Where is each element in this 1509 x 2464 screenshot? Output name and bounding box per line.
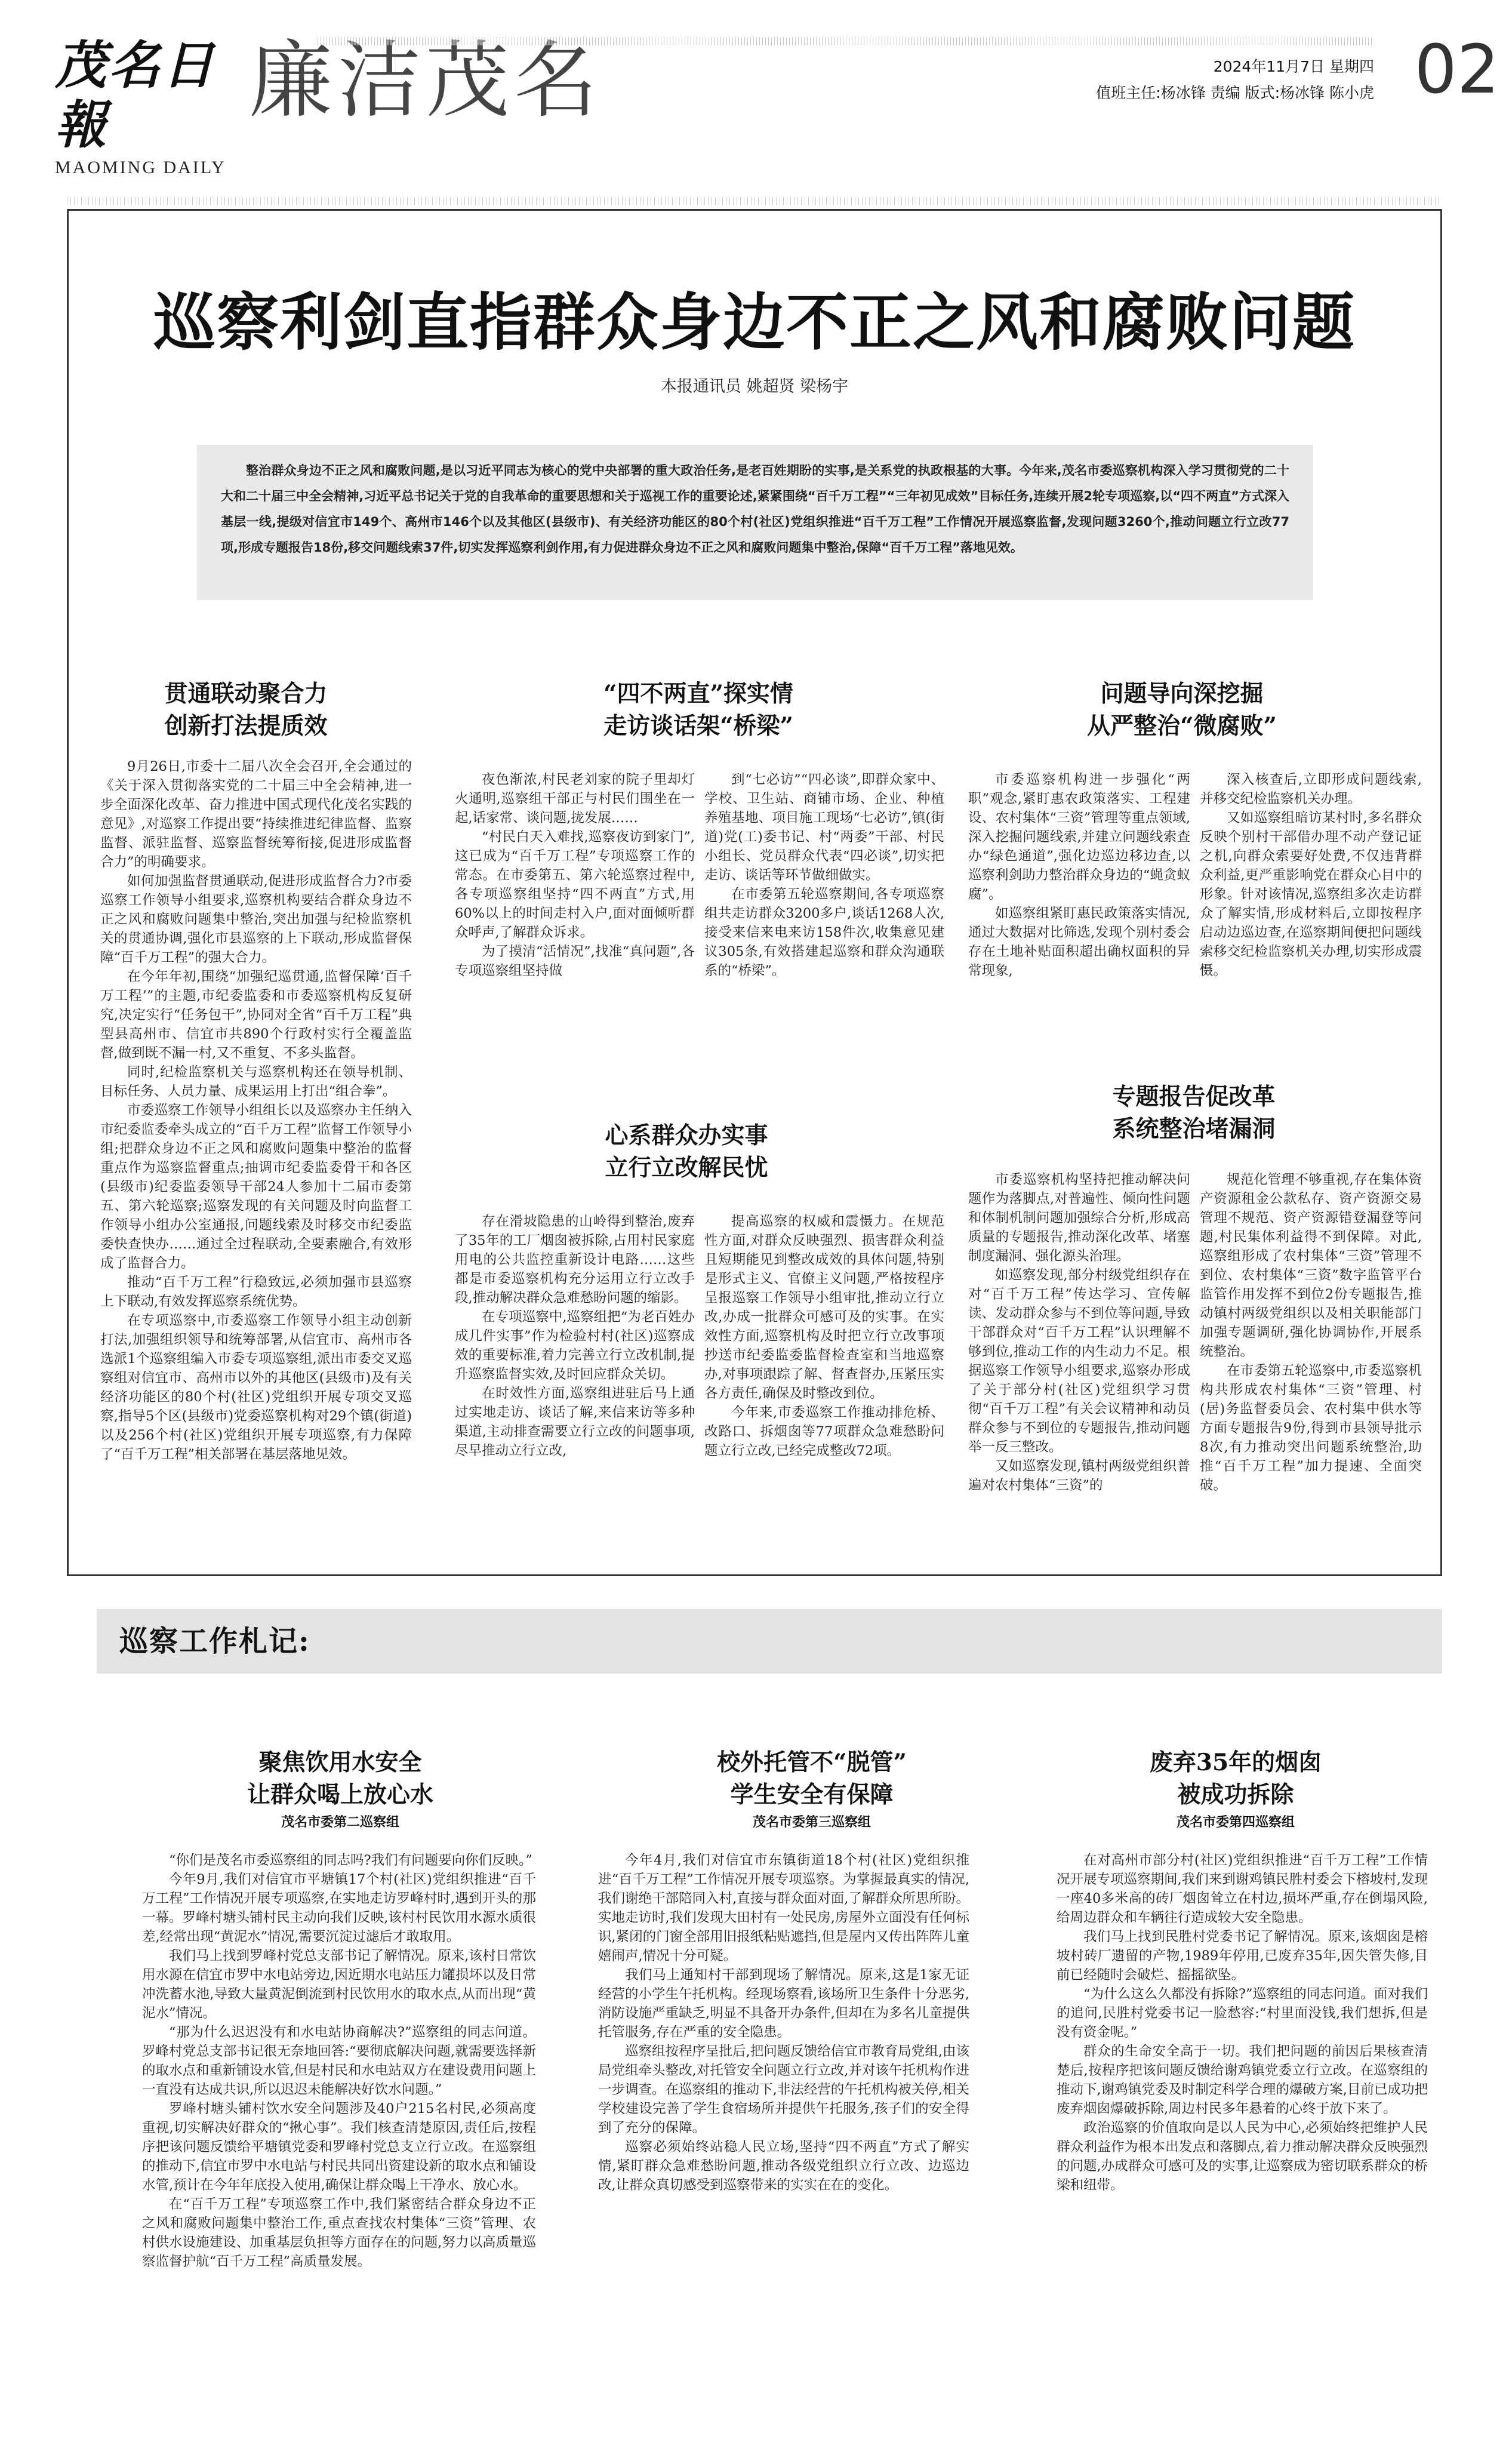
- logo-english: MAOMING DAILY: [55, 158, 226, 177]
- article-column: [968, 770, 1190, 1057]
- heading-line: 走访谈话架“桥梁”: [603, 712, 793, 740]
- note-heading: [173, 1746, 507, 1832]
- issue-meta: [1096, 54, 1374, 106]
- paragraph: 夜色渐浓,村民老刘家的院子里却灯火通明,巡察组干部正与村民们围坐在一起,话家常、谈问题,拢发展……: [455, 772, 695, 826]
- paragraph: 政治巡察的价值取向是以人民为中心,必须始终把维护人民群众利益作为根本出发点和落脚点,着力推动解决群众反映强烈的问题,办成群众可感可及的实事,让巡察成为密切联系群众的桥梁和纽带。: [1057, 2120, 1428, 2193]
- heading-line: 从严整治“微腐败”: [1087, 712, 1277, 740]
- notes-band-title: 巡察工作札记:: [119, 1625, 310, 1658]
- heading-line: 贯通联动聚合力: [164, 680, 328, 707]
- article-column: [455, 770, 695, 1075]
- article-column: [968, 1170, 1190, 1567]
- masthead-rule: [318, 37, 1374, 45]
- paragraph: 市委巡察机构坚持把推动解决问题作为落脚点,对普遍性、倾向性问题和体制机制问题加强综合分析,形成高质量的专题报告,推动深化改革、堵塞制度漏洞、强化源头治理。: [968, 1172, 1190, 1264]
- paragraph: 在对高州市部分村(社区)党组织推进“百千万工程”工作情况开展专项巡察期间,我们来到谢鸡镇民胜村委会下榕坡村,发现一座40多米高的砖厂烟囱耸立在村边,损坏严重,存在倒塌风险,给周边群众和车辆往行造成较大安全隐患。: [1057, 1853, 1428, 1925]
- section-heading: [127, 678, 365, 742]
- note-body: [1057, 1851, 1428, 2448]
- paragraph: “那为什么迟迟没有和水电站协商解决?”巡察组的同志问道。罗峰村党总支部书记很无奈地回答:“要彻底解决问题,就需要选择新的取水点和重新铺设水管,但是村民和水电站双方在建设费用问题上一直没有达成共识,所以迟迟未能解决好饮水问题。”: [142, 2025, 536, 2097]
- article-headline: 巡察利剑直指群众身边不正之风和腐败问题: [153, 285, 1356, 359]
- paragraph: 为了摸清“活情况”,找准“真问题”,各专项巡察组坚持做: [455, 944, 695, 979]
- page-number: 02: [1414, 31, 1499, 109]
- paragraph: 市委巡察工作领导小组组长以及巡察办主任纳入市纪委监委牵头成立的“百千万工程”监督工作领导小组;把群众身边不正之风和腐败问题集中整治的监督重点作为巡察监督重点;抽调市纪委监委骨干和各区(县级市)纪委监委领导干部24人参加十二届市委第五、第六轮巡察;巡察发现的有关问题及时向监督工作领导小组办公室通报,问题线索及时移交市纪委监委快查快办……通过全过程联动,全要素融合,有效形成了监督合力。: [100, 1103, 412, 1271]
- paragraph: 在专项巡察中,巡察组把“为老百姓办成几件实事”作为检验村村(社区)巡察成效的重要标准,着力完善立行立改机制,提升巡察监督实效,及时回应群众关切。: [455, 1309, 695, 1382]
- paragraph: 今年4月,我们对信宜市东镇街道18个村(社区)党组织推进“百千万工程”工作情况开展专项巡察。为掌握最真实的情况,我们谢绝干部陪同入村,直接与群众面对面,了解群众所思所盼。实地走访时,我们发现大田村有一处民房,房屋外立面没有任何标识,紧闭的门窗全部用旧报纸粘贴遮挡,但是屋内又传出阵阵儿童嬉闹声,情况十分可疑。: [598, 1853, 969, 1964]
- heading-line: 问题导向深挖掘: [1100, 680, 1264, 707]
- article-column: [100, 757, 412, 1563]
- paragraph: 在专项巡察中,市委巡察工作领导小组主动创新打法,加强组织领导和统筹部署,从信宜市、高州市各选派1个巡察组编入市委专项巡察组,派出市委交叉巡察组对信宜市、高州市以外的其他区(县级市)及有关经济功能区的80个村(社区)党组织开展专项交叉巡察,指导5个区(县级市)党委巡察机构对29个镇(街道)以及256个村(社区)党组织开展专项巡察,有力保障了“百千万工程”相关部署在基层落地见效。: [100, 1313, 412, 1462]
- paragraph: 提高巡察的权威和震慑力。在规范性方面,对群众反映强烈、损害群众利益且短期能见到整改成效的具体问题,特别是形式主义、官僚主义问题,严格按程序呈报巡察工作领导小组审批,推动立行立改,办成一批群众可感可及的实事。在实效性方面,巡察机构及时把立行立改事项抄送市纪委监委监督检查室和当地巡察办,对事项跟踪了解、督查督办,压紧压实各方责任,确保及时整改到位。: [704, 1214, 944, 1401]
- heading-line: 创新打法提质效: [164, 712, 328, 740]
- paragraph: 巡察必须始终站稳人民立场,坚持“四不两直”方式了解实情,紧盯群众急难愁盼问题,推动各级党组织立行立改、边巡边改,让群众真切感受到巡察带来的实实在在的变化。: [598, 2139, 969, 2193]
- paragraph: 今年9月,我们对信宜市平塘镇17个村(社区)党组织推进“百千万工程”工作情况开展专项巡察,在实地走访罗峰村时,遇到开头的那一幕。罗峰村塘头铺村民主动向我们反映,该村村民饮用水源水质很差,经常出现“黄泥水”情况,需要沉淀过滤后才敢取用。: [142, 1872, 536, 1945]
- note-body: [598, 1851, 969, 2448]
- article-column: [1200, 1170, 1422, 1567]
- logo-chinese: 茂名日報: [55, 36, 216, 155]
- paragraph: 市委巡察机构进一步强化“两职”观念,紧盯惠农政策落实、工程建设、农村集体“三资”管理等重点领域,深入挖掘问题线索,并建立问题线索查办“绿色通道”,强化边巡边移边查,以巡察利剑助力整治群众身边的“蝇贪蚁腐”。: [968, 772, 1190, 902]
- newspaper-logo: [55, 36, 234, 177]
- paragraph: “村民白天入难找,巡察夜访到家门”,这已成为“百千万工程”专项巡察工作的常态。在市委第五、第六轮巡察过程中,各专项巡察组坚持“四不两直”方式,用60%以上的时间走村入户,面对面倾听群众呼声,了解群众诉求。: [455, 829, 695, 940]
- section-heading: [537, 678, 860, 742]
- paragraph: 又如巡察发现,镇村两级党组织普遍对农村集体“三资”的: [968, 1459, 1190, 1493]
- issue-date: 2024年11月7日 星期四: [1213, 58, 1374, 75]
- editors-line: 值班主任:杨冰锋 责编 版式:杨冰锋 陈小虎: [1096, 84, 1374, 101]
- heading-line: 专题报告促改革: [1112, 1083, 1276, 1111]
- paragraph: 存在滑坡隐患的山岭得到整治,废弃了35年的工厂烟囱被拆除,占用村民家庭用电的公共监控重新设计电路……这些都是市委巡察机构充分运用立行立改手段,推动解决群众急难愁盼问题的缩影。: [455, 1214, 695, 1306]
- note-author: 茂名市委第四巡察组: [1176, 1815, 1295, 1830]
- heading-line: 校外托管不“脱管”: [717, 1749, 907, 1776]
- note-author: 茂名市委第三巡察组: [752, 1815, 871, 1830]
- heading-line: 聚焦饮用水安全: [258, 1749, 422, 1776]
- heading-line: 系统整治堵漏洞: [1112, 1115, 1276, 1143]
- heading-line: 被成功拆除: [1177, 1781, 1294, 1808]
- paragraph: 巡察组按程序呈批后,把问题反馈给信宜市教育局党组,由该局党组牵头整改,对托管安全问题立行立改,并对该午托机构作进一步调查。在巡察组的推动下,非法经营的午托机构被关停,相关学校建设完善了学生食宿场所并提供午托服务,孩子们的安全得到了充分的保障。: [598, 2044, 969, 2136]
- paragraph: 深入核查后,立即形成问题线索,并移交纪检监察机关办理。: [1200, 772, 1422, 807]
- note-author: 茂名市委第二巡察组: [281, 1815, 399, 1830]
- paragraph: 到“七必访”“四必谈”,即群众家中、学校、卫生站、商铺市场、企业、种植养殖基地、项目施工现场“七必访”,镇(街道)党(工)委书记、村“两委”干部、村民小组长、党员群众代表“四必谈”,切实把走访、谈话等环节做细做实。: [704, 772, 944, 883]
- paragraph: 又如巡察组暗访某村时,多名群众反映个别村干部借办理不动产登记证之机,向群众索要好处费,不仅违背群众利益,更严重影响党在群众心目中的形象。针对该情况,巡察组多次走访群众了解实情,形成材料后,立即按程序启动边巡边查,在巡察期间便把问题线索移交纪检监察机关办理,切实形成震慑。: [1200, 810, 1422, 979]
- paragraph: 我们马上找到罗峰村党总支部书记了解情况。原来,该村日常饮用水源在信宜市罗中水电站旁边,因近期水电站压力罐损坏以及日常冲洗蓄水池,导致大量黄泥倒流到村民饮用水的取水点,从而出现“黄泥水”情况。: [142, 1948, 536, 2021]
- paragraph: 在市委第五轮巡察期间,各专项巡察组共走访群众3200多户,谈话1268人次,接受来信来电来访158件次,收集意见建议305条,有效搭建起巡察和群众沟通联系的“桥梁”。: [704, 887, 944, 979]
- section-title: 廉洁茂名: [249, 32, 603, 130]
- paragraph: “你们是茂名市委巡察组的同志吗?我们有问题要向你们反映。”: [169, 1853, 532, 1868]
- note-heading: [645, 1746, 979, 1832]
- paragraph: 在今年年初,围绕“加强纪巡贯通,监督保障‘百千万工程’”的主题,市纪委监委和市委巡察机构反复研究,决定实行“任务包干”,协同对全省“百千万工程”典型县高州市、信宜市共890个行政村实行全覆盖监督,做到既不漏一村,又不重复、不多头监督。: [100, 969, 412, 1061]
- frame-top-rule: [67, 197, 1442, 205]
- section-heading: [1074, 1081, 1313, 1145]
- paragraph: 如巡察组紧盯惠民政策落实情况,通过大数据对比筛选,发现个别村委会存在土地补贴面积超出确权面积的异常现象,: [968, 906, 1190, 979]
- paragraph: 规范化管理不够重视,存在集体资产资源租金公款私存、资产资源交易管理不规范、资产资源错登漏登等问题,村民集体利益得不到保障。对此,巡察组形成了农村集体“三资”管理不到位、农村集体“三资”数字监管平台监管作用发挥不到位2份专题报告,推动镇村两级党组织以及相关职能部门加强专题调研,强化协调协作,开展系统整治。: [1200, 1172, 1422, 1359]
- paragraph: 在“百千万工程”专项巡察工作中,我们紧密结合群众身边不正之风和腐败问题集中整治工作,重点查找农村集体“三资”管理、农村供水设施建设、加重基层负担等方面存在的问题,努力以高质量巡察监督护航“百千万工程”高质量发展。: [142, 2197, 536, 2269]
- masthead: [55, 31, 1499, 177]
- article-column: [1200, 770, 1422, 1057]
- note-heading: [1086, 1746, 1385, 1832]
- article-column: [455, 1212, 695, 1570]
- heading-line: 学生安全有保障: [730, 1781, 894, 1808]
- heading-line: 让群众喝上放心水: [247, 1781, 433, 1808]
- article-lead: 整治群众身边不正之风和腐败问题,是以习近平同志为核心的党中央部署的重大政治任务,是老百姓期盼的实事,是关系党的执政根基的大事。今年来,茂名市委巡察机构深入学习贯彻党的二十大和二十届三中全会精神,习近平总书记关于党的自我革命的重要思想和关于巡视工作的重要论述,紧紧围绕“百千万工程”“三年初见成效”目标任务,连续开展2轮专项巡察,以“四不两直”方式深入基层一线,提级对信宜市149个、高州市146个以及其他区(县级市)、有关经济功能区的80个村(社区)党组织推进“百千万工程”工作情况开展巡察监督,发现问题3260个,推动问题立行立改77项,形成专题报告18份,移交问题线索37件,切实发挥巡察利剑作用,有力促进群众身边不正之风和腐败问题集中整治,保障“百千万工程”落地见效。: [197, 445, 1313, 600]
- paragraph: 推动“百千万工程”行稳致远,必须加强市县巡察上下联动,有效发挥巡察系统优势。: [100, 1275, 412, 1309]
- heading-line: 心系群众办实事: [605, 1122, 768, 1149]
- section-heading: [555, 1119, 818, 1184]
- paragraph: 今年来,市委巡察工作推动排危桥、改路口、拆烟囱等77项群众急难愁盼问题立行立改,已经完成整改72项。: [704, 1405, 944, 1459]
- paragraph: 我们马上找到民胜村党委书记了解情况。原来,该烟囱是榕坡村砖厂遗留的产物,1989年停用,已废弃35年,因失管失修,目前已经随时会破烂、摇摇欲坠。: [1057, 1929, 1428, 1983]
- heading-line: “四不两直”探实情: [603, 680, 793, 707]
- heading-line: 废弃35年的烟囱: [1149, 1749, 1322, 1776]
- note-body: [142, 1851, 536, 2448]
- paragraph: 如何加强监督贯通联动,促进形成监督合力?市委巡察工作领导小组要求,巡察机构要结合群众身边不正之风和腐败问题集中整治,突出加强与纪检监察机关的贯通协调,强化市县巡察的上下联动,形成监督保障“百千万工程”的强大合力。: [100, 873, 412, 965]
- heading-line: 立行立改解民忧: [605, 1154, 768, 1182]
- paragraph: 群众的生命安全高于一切。我们把问题的前因后果核查清楚后,按程序把该问题反馈给谢鸡镇党委立行立改。在巡察组的推动下,谢鸡镇党委及时制定科学合理的爆破方案,目前已成功把废弃烟囱爆破拆除,周边村民多年悬着的心终于放下来了。: [1057, 2044, 1428, 2117]
- paragraph: 同时,纪检监察机关与巡察机构还在领导机制、目标任务、人员力量、成果运用上打出“组合拳”。: [100, 1065, 412, 1099]
- paragraph: 9月26日,市委十二届八次全会召开,全会通过的《关于深入贯彻落实党的二十届三中全会精神,进一步全面深化改革、奋力推进中国式现代化茂名实践的意见》,对巡察工作提出要“持续推进纪律监督、监察监督、派驻监督、巡察监督统筹衔接,促进形成监督合力”的明确要求。: [100, 759, 412, 870]
- paragraph: 在市委第五轮巡察中,市委巡察机构共形成农村集体“三资”管理、村(居)务监督委员会、农村集中供水等方面专题报告9份,得到市县领导批示8次,有力推动突出问题系统整治,助推“百千万工程”加力提速、全面突破。: [1200, 1363, 1422, 1493]
- paragraph: 我们马上通知村干部到现场了解情况。原来,这是1家无证经营的小学生午托机构。经现场察看,该场所卫生条件十分恶劣,消防设施严重缺乏,明显不具备开办条件,但却在为多名儿童提供托管服务,存在严重的安全隐患。: [598, 1967, 969, 2040]
- article-byline: 本报通讯员 姚超贤 梁杨宇: [660, 377, 849, 396]
- paragraph: “为什么这么久都没有拆除?”巡察组的同志问道。面对我们的追问,民胜村党委书记一脸愁容:“村里面没钱,我们想拆,但是没有资金呢。”: [1057, 1986, 1428, 2040]
- paragraph: 在时效性方面,巡察组进驻后马上通过实地走访、谈话了解,来信来访等多种渠道,主动排查需要立行立改的问题事项,尽早推动立行立改,: [455, 1386, 695, 1459]
- article-column: [704, 770, 944, 1075]
- article-column: [704, 1212, 944, 1570]
- section-heading: [1045, 678, 1319, 742]
- paragraph: 如巡察发现,部分村级党组织存在对“百千万工程”传达学习、宣传解读、发动群众参与不到位等问题,导致干部群众对“百千万工程”认识理解不够到位,推动工作的内生动力不足。根据巡察工作领导小组要求,巡察办形成了关于部分村(社区)党组织学习贯彻“百千万工程”有关会议精神和动员群众参与不到位的专题报告,推动问题举一反三整改。: [968, 1268, 1190, 1455]
- paragraph: 罗峰村塘头铺村饮水安全问题涉及40户215名村民,必须高度重视,切实解决好群众的“揪心事”。我们核查清楚原因,责任后,按程序把该问题反馈给平塘镇党委和罗峰村党总支立行立改。在巡察组的推动下,信宜市罗中水电站与村民共同出资建设新的取水点和铺设水管,预计在今年年底投入使用,确保让群众喝上干净水、放心水。: [142, 2101, 536, 2193]
